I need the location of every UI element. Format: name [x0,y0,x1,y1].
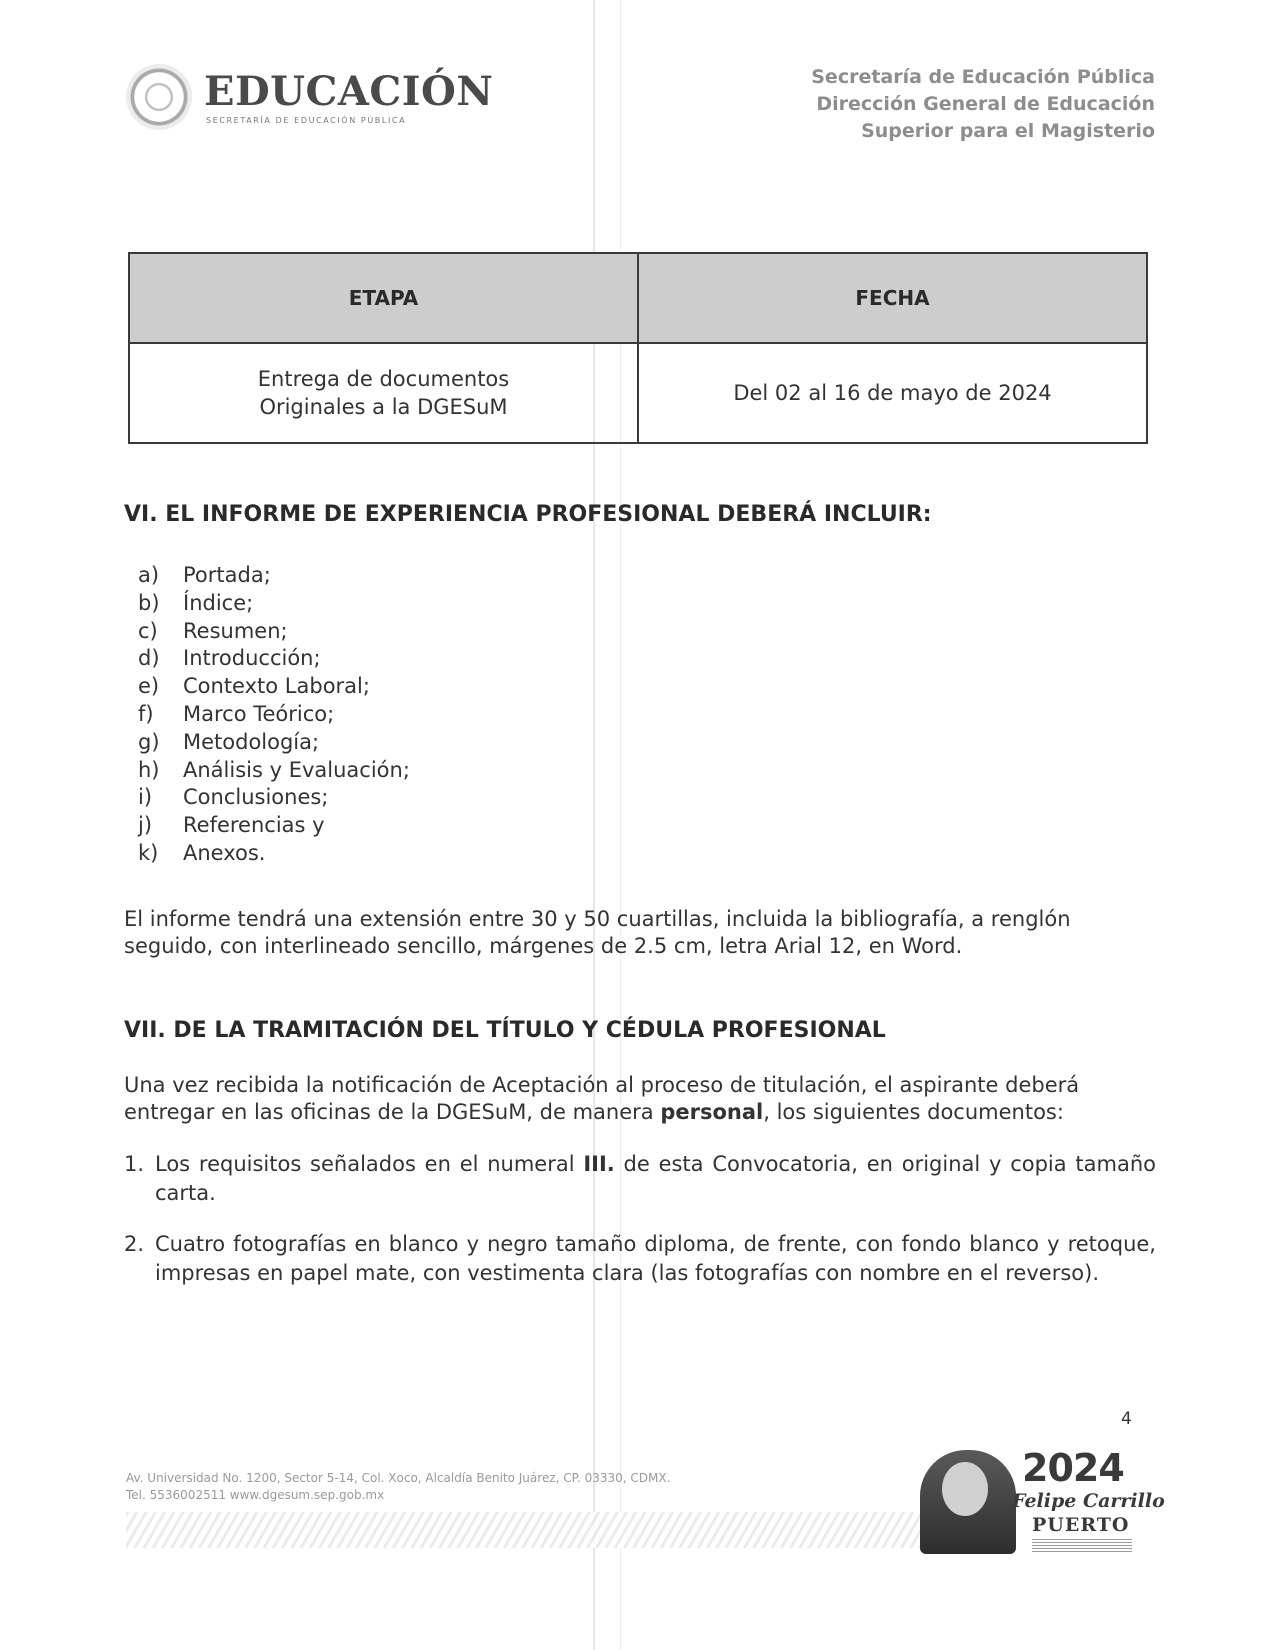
address-line: Av. Universidad No. 1200, Sector 5-14, Col. Xoco, Alcaldía Benito Juárez, CP. 03330, CDMX. [126,1471,671,1485]
intro-bold-text: personal [660,1100,764,1124]
agency-line: Superior para el Magisterio [861,120,1155,142]
section-vii-heading: VII. DE LA TRAMITACIÓN DEL TÍTULO Y CÉDULA PROFESIONAL [124,1018,886,1043]
list-item-key: h) [138,757,160,782]
list-item [138,673,410,701]
list-item-key: a) [138,563,160,587]
list-item [138,562,410,590]
list-item-number: 2. [124,1232,145,1256]
portrait-icon [920,1450,1016,1554]
list-item-key: c) [138,618,158,643]
list-item-text: Marco Teórico; [183,701,335,726]
list-item-key: f) [138,701,154,726]
agency-heading [811,64,1155,145]
list-item [138,701,410,729]
list-item [138,840,410,868]
national-seal-icon [126,64,192,130]
felipe-carrillo-puerto-emblem [920,1446,1165,1556]
intro-text: , los siguientes documentos: [763,1100,1064,1124]
column-header-etapa: ETAPA [129,253,638,343]
portrait-face [942,1462,988,1516]
list-item [124,1150,1156,1208]
list-item-number: 1. [124,1152,145,1176]
logo-wordmark: EDUCACIÓN [204,68,494,115]
list-item-text: Los requisitos señalados en el numeral [155,1152,584,1176]
list-item-text: Análisis y Evaluación; [183,757,410,782]
logo-subtext: SECRETARÍA DE EDUCACIÓN PÚBLICA [206,116,407,125]
fecha-cell: Del 02 al 16 de mayo de 2024 [638,343,1147,443]
decorative-footer-band [126,1512,926,1548]
section-vii-intro [124,1072,1156,1126]
emblem-name: Felipe Carrillo [1012,1490,1165,1512]
list-item-key: g) [138,729,160,754]
emblem-fine-print [1032,1538,1132,1552]
column-header-fecha: FECHA [638,253,1147,343]
list-item-text: Anexos. [183,840,266,865]
schedule-table [128,252,1148,444]
paper-fold-shadow [620,0,621,1650]
list-item-key: d) [138,646,160,671]
etapa-line: Originales a la DGESuM [259,395,508,419]
agency-line: Dirección General de Educación [816,93,1155,115]
list-item [138,729,410,757]
emblem-year: 2024 [1022,1446,1124,1490]
list-item-text: Portada; [183,563,271,587]
list-item [138,645,410,673]
paper-fold-line [593,0,595,1650]
list-item-text: Cuatro fotografías en blanco y negro tamaño diploma, de frente, con fondo blanco y retoque, impresas en papel mate, con vestimenta clara (las fotografías con nombre en el reverso). [155,1232,1156,1285]
list-item-text: Índice; [183,590,254,615]
list-item-text: Contexto Laboral; [183,674,370,699]
list-item-bold-text: III. [583,1152,615,1176]
list-item [124,1230,1156,1288]
emblem-surname: PUERTO [1032,1514,1130,1536]
list-item-text: Referencias y [183,813,325,838]
list-item-text: Conclusiones; [183,785,329,810]
etapa-cell [129,343,638,443]
required-documents-list [124,1150,1156,1310]
list-item-key: i) [138,785,153,810]
table-row [129,343,1147,443]
intro-text: Una vez recibida la notificación de Aceptación al proceso de titulación, el aspirante deberá entregar en las oficinas de la DGESuM, de manera [124,1073,1080,1124]
section-vi-heading: VI. EL INFORME DE EXPERIENCIA PROFESIONAL DEBERÁ INCLUIR: [124,502,932,527]
list-item-text: Metodología; [183,729,320,754]
list-item-key: j) [138,813,153,838]
list-item [138,784,410,812]
page-number: 4 [1121,1409,1132,1429]
list-item [138,618,410,646]
list-item-key: e) [138,674,160,699]
footer-address [126,1470,670,1504]
list-item-text: Introducción; [183,646,321,671]
list-item-key: b) [138,590,160,615]
report-contents-list [138,562,410,868]
list-item-text: de esta Convocatoria, en original y copia tamaño carta. [155,1152,1156,1205]
list-item [138,757,410,785]
etapa-line: Entrega de documentos [257,367,510,391]
address-line: Tel. 5536002511 www.dgesum.sep.gob.mx [126,1488,385,1502]
table-header-row [129,253,1147,343]
agency-line: Secretaría de Educación Pública [811,66,1155,88]
list-item-key: k) [138,840,159,865]
list-item [138,812,410,840]
list-item [138,590,410,618]
report-length-paragraph: El informe tendrá una extensión entre 30 y 50 cuartillas, incluida la bibliografía, a renglón seguido, con interlineado sencillo, márgenes de 2.5 cm, letra Arial 12, en Word. [124,907,1071,958]
list-item-text: Resumen; [183,618,288,643]
